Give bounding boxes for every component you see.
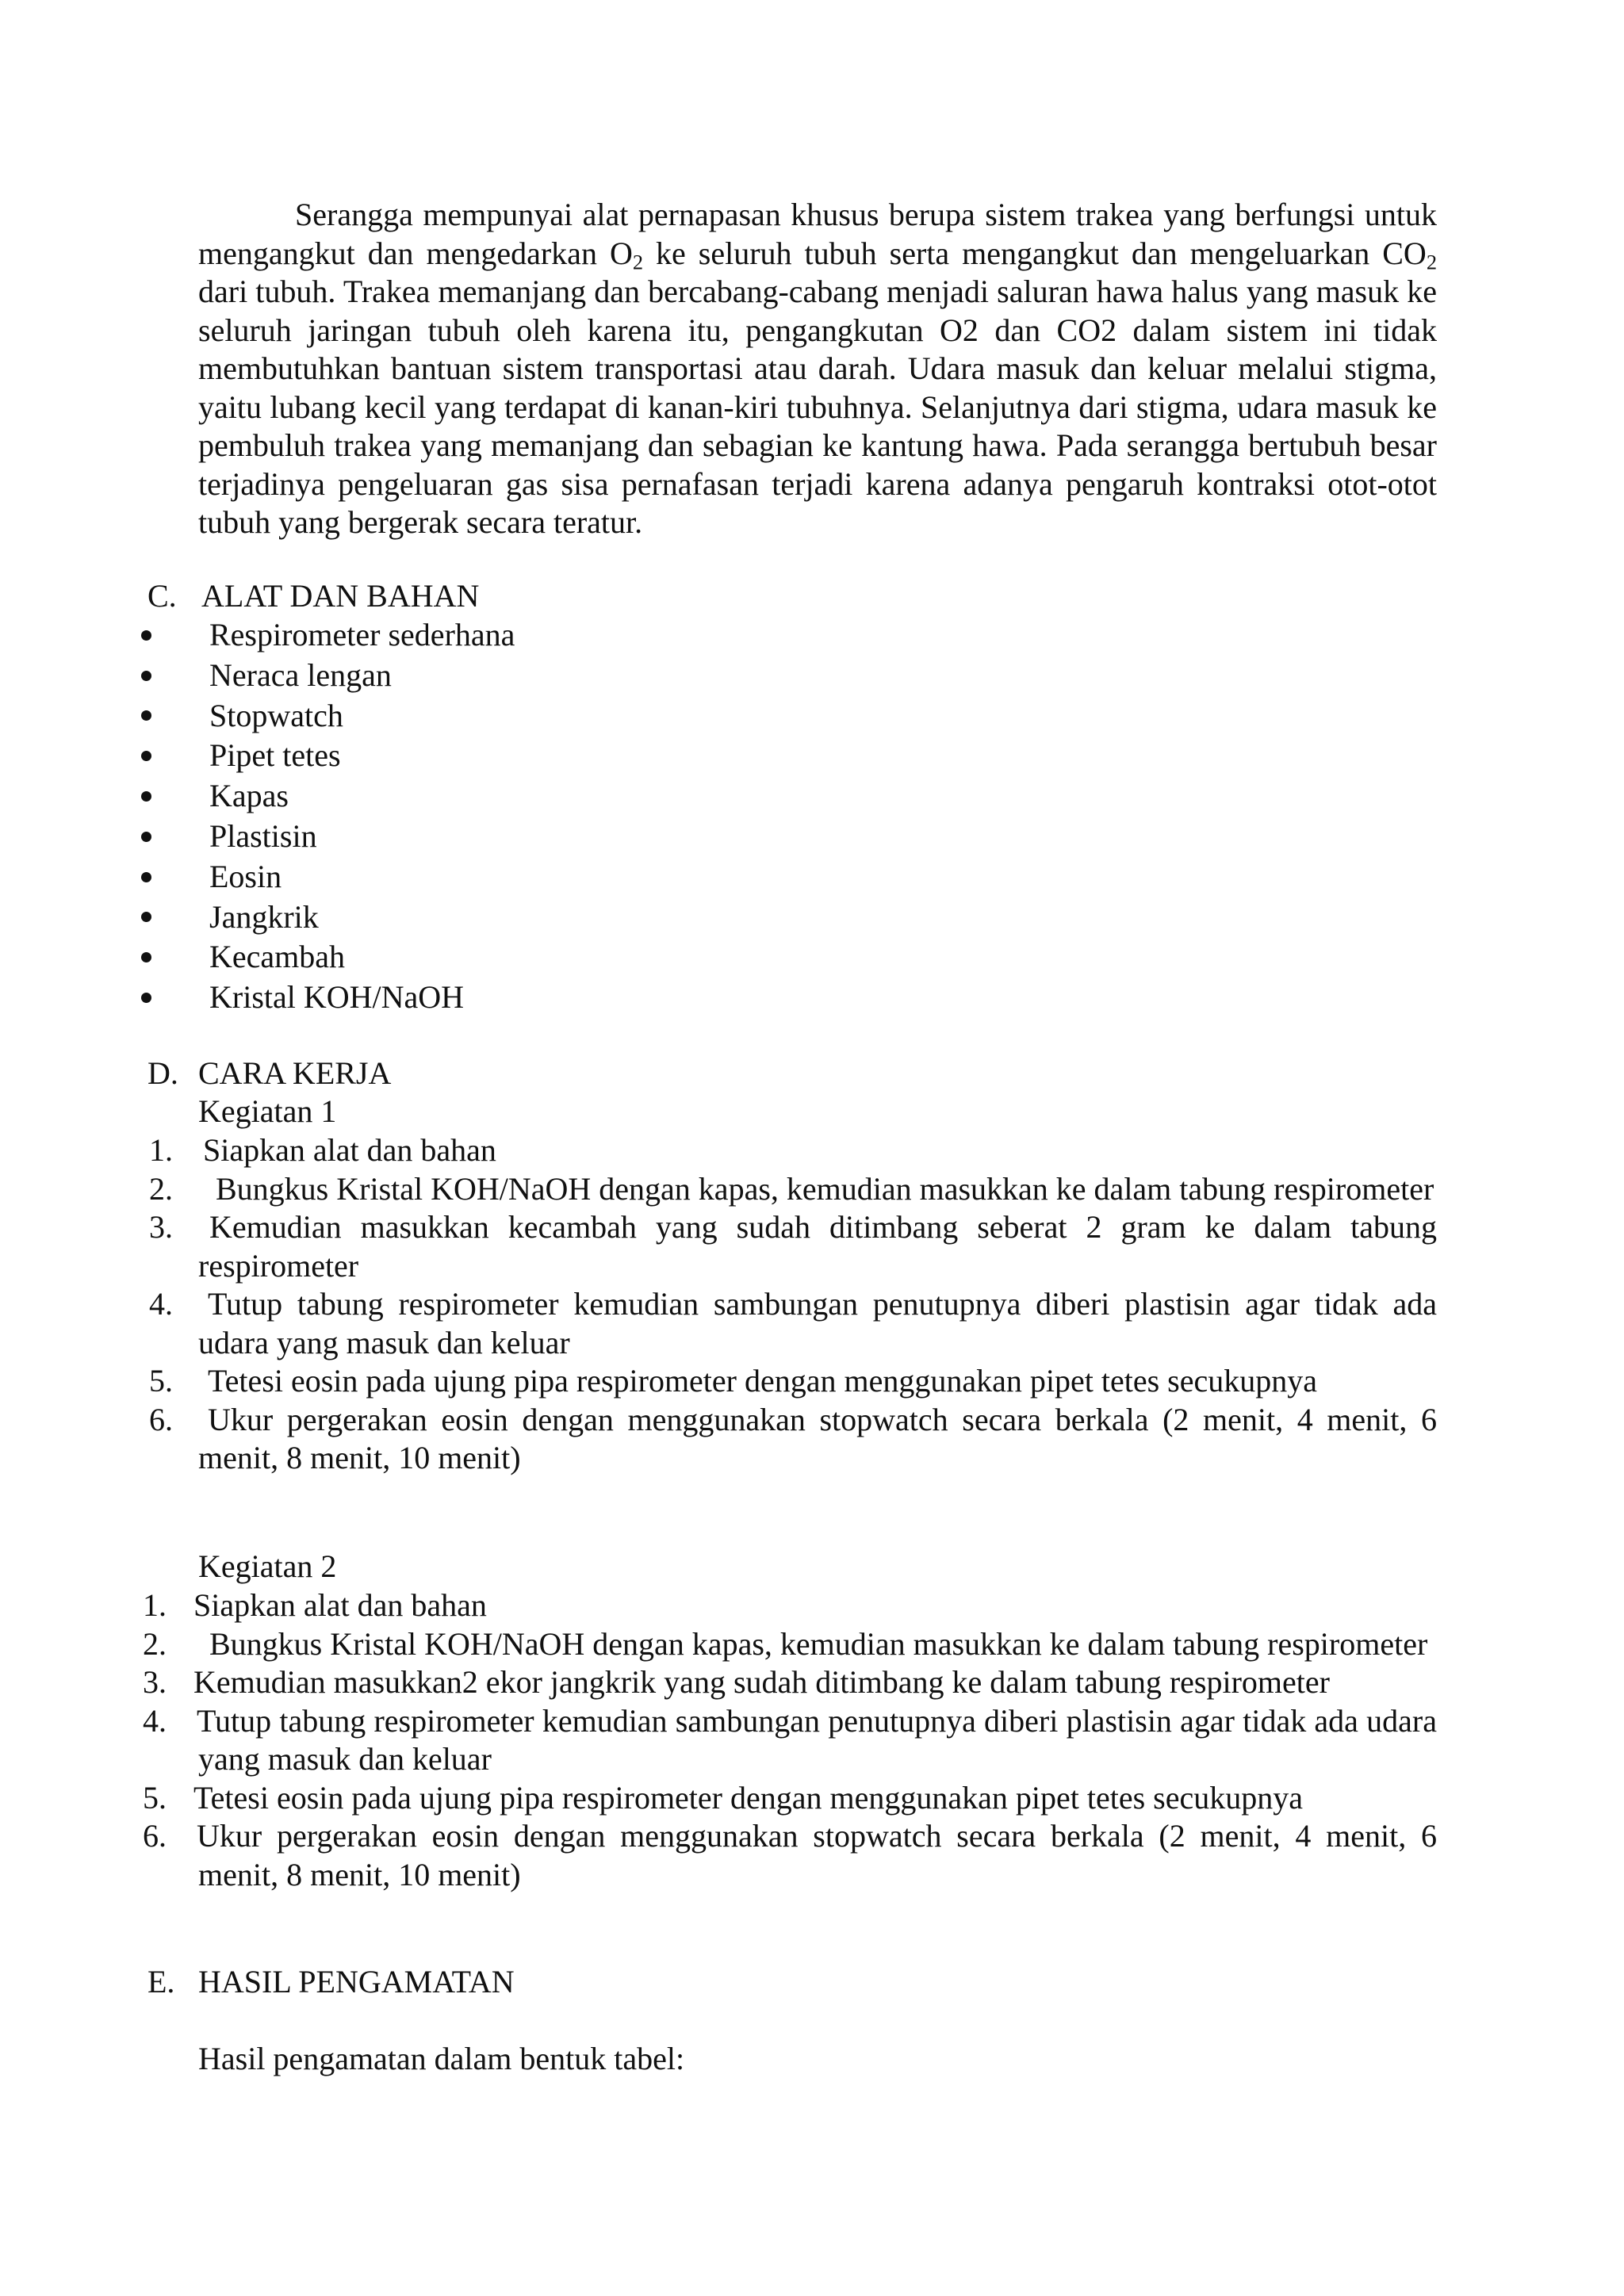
step-item (143, 1208, 1437, 1285)
step-number: 3. (143, 1664, 167, 1700)
list-item (139, 937, 515, 978)
list-item-text: Neraca lengan (209, 656, 392, 693)
co2-subscript: 2 (1426, 250, 1438, 274)
list-item-text: Kecambah (209, 939, 346, 975)
step-number: 3. (149, 1209, 173, 1245)
list-item-text: Eosin (209, 858, 282, 894)
list-item-text: Kristal KOH/NaOH (209, 979, 465, 1016)
section-c-title: ALAT DAN BAHAN (201, 578, 480, 614)
list-item-text: Pipet tetes (209, 737, 341, 774)
step-text: Siapkan alat dan bahan (203, 1132, 496, 1168)
step-item (143, 1663, 1437, 1702)
bullet-icon (141, 630, 151, 641)
bullet-icon (141, 993, 151, 1003)
step-item (143, 1779, 1437, 1818)
step-number: 5. (149, 1363, 173, 1399)
section-d-heading (147, 1054, 391, 1093)
section-d-title: CARA KERJA (198, 1055, 392, 1091)
intro-text-2: ke seluruh tubuh serta mengangkut dan mengeluarkan CO (643, 235, 1427, 271)
kegiatan-2-steps (143, 1586, 1437, 1894)
step-item (143, 1817, 1437, 1894)
step-text: Bungkus Kristal KOH/NaOH dengan kapas, kemudian masukkan ke dalam tabung respirometer (209, 1625, 1428, 1662)
step-item (143, 1586, 1437, 1625)
list-item (139, 978, 515, 1018)
step-item (143, 1131, 1437, 1170)
list-item (139, 656, 515, 696)
step-item (143, 1625, 1437, 1664)
list-item (139, 736, 515, 776)
section-e-letter: E. (147, 1964, 175, 1999)
step-text: Tutup tabung respirometer kemudian sambungan penutupnya diberi plastisin agar tidak ada udara yang masuk dan keluar (197, 1702, 1437, 1777)
list-item-text: Jangkrik (209, 898, 319, 935)
step-text: Tetesi eosin pada ujung pipa respirometer dengan menggunakan pipet tetes secukupnya (208, 1363, 1317, 1399)
step-number: 2. (143, 1625, 167, 1662)
table-caption: Hasil pengamatan dalam bentuk tabel: (198, 2041, 685, 2076)
step-number: 2. (149, 1170, 173, 1207)
list-item-text: Respirometer sederhana (209, 617, 515, 652)
step-number: 4. (149, 1286, 173, 1322)
list-item (139, 817, 515, 857)
bullet-icon (141, 952, 151, 962)
list-item (139, 615, 515, 656)
bullet-icon (141, 671, 151, 681)
intro-text-3: dari tubuh. Trakea memanjang dan bercabang-cabang menjadi saluran hawa halus yang masuk ke seluruh jaringan tubuh oleh karena itu, pengangkutan O2 dan CO2 dalam sistem ini tidak membutuhkan bantuan sistem transportasi atau darah. Udara masuk dan keluar melalui stigma, yaitu lubang kecil yang terdapat di kanan-kiri tubuhnya. Selanjutnya dari stigma, udara masuk ke pembuluh trakea yang memanjang dan sebagian ke kantung hawa. Pada serangga bertubuh besar terjadinya pengeluaran gas sisa pernafasan terjadi karena adanya pengaruh kontraksi otot-otot tubuh yang bergerak secara teratur. (198, 274, 1437, 540)
step-text: Tetesi eosin pada ujung pipa respirometer dengan menggunakan pipet tetes secukupnya (193, 1779, 1303, 1816)
step-item (143, 1702, 1437, 1779)
bullet-icon (141, 791, 151, 802)
list-item-text: Plastisin (209, 817, 317, 854)
kegiatan-1-steps (143, 1131, 1437, 1478)
bullet-icon (141, 751, 151, 761)
list-item-text: Kapas (209, 778, 289, 814)
section-c-letter: C. (147, 578, 177, 614)
step-text: Ukur pergerakan eosin dengan menggunakan stopwatch secara berkala (2 menit, 4 menit, 6 menit, 8 menit, 10 menit) (198, 1401, 1437, 1475)
step-item (143, 1401, 1437, 1478)
step-text: Ukur pergerakan eosin dengan menggunakan stopwatch secara berkala (2 menit, 4 menit, 6 menit, 8 menit, 10 menit) (197, 1818, 1437, 1892)
step-number: 5. (143, 1779, 167, 1816)
list-item (139, 857, 515, 897)
step-text: Bungkus Kristal KOH/NaOH dengan kapas, kemudian masukkan ke dalam tabung respirometer (216, 1170, 1434, 1207)
section-c-heading (147, 577, 479, 615)
step-text: Kemudian masukkan kecambah yang sudah ditimbang seberat 2 gram ke dalam tabung respirometer (198, 1209, 1437, 1284)
kegiatan-2-title: Kegiatan 2 (198, 1548, 337, 1584)
step-number: 1. (143, 1587, 167, 1623)
step-number: 4. (143, 1702, 167, 1739)
bullet-icon (141, 832, 151, 842)
list-item-text: Stopwatch (209, 697, 343, 733)
list-item (139, 696, 515, 737)
kegiatan-1-title: Kegiatan 1 (198, 1093, 337, 1129)
bullet-icon (141, 872, 151, 882)
section-e-heading (147, 1963, 515, 2001)
o2-subscript: 2 (632, 250, 644, 274)
section-d-letter: D. (147, 1055, 178, 1091)
step-number: 6. (143, 1818, 167, 1854)
step-number: 1. (149, 1132, 173, 1168)
step-item (143, 1362, 1437, 1401)
list-item (139, 897, 515, 938)
step-text: Siapkan alat dan bahan (193, 1587, 487, 1623)
materials-list (139, 615, 515, 1018)
bullet-icon (141, 912, 151, 922)
section-e-title: HASIL PENGAMATAN (198, 1964, 515, 1999)
step-number: 6. (149, 1401, 173, 1437)
step-text: Kemudian masukkan2 ekor jangkrik yang sudah ditimbang ke dalam tabung respirometer (193, 1664, 1330, 1700)
intro-paragraph (198, 196, 1437, 542)
intro-text-1: Serangga mempunyai alat pernapasan khusus berupa sistem trakea yang berfungsi untuk mengangkut dan mengedarkan O (198, 197, 1437, 271)
bullet-icon (141, 710, 151, 721)
list-item (139, 776, 515, 817)
step-item (143, 1170, 1437, 1209)
step-text: Tutup tabung respirometer kemudian sambungan penutupnya diberi plastisin agar tidak ada udara yang masuk dan keluar (198, 1286, 1437, 1360)
step-item (143, 1285, 1437, 1362)
